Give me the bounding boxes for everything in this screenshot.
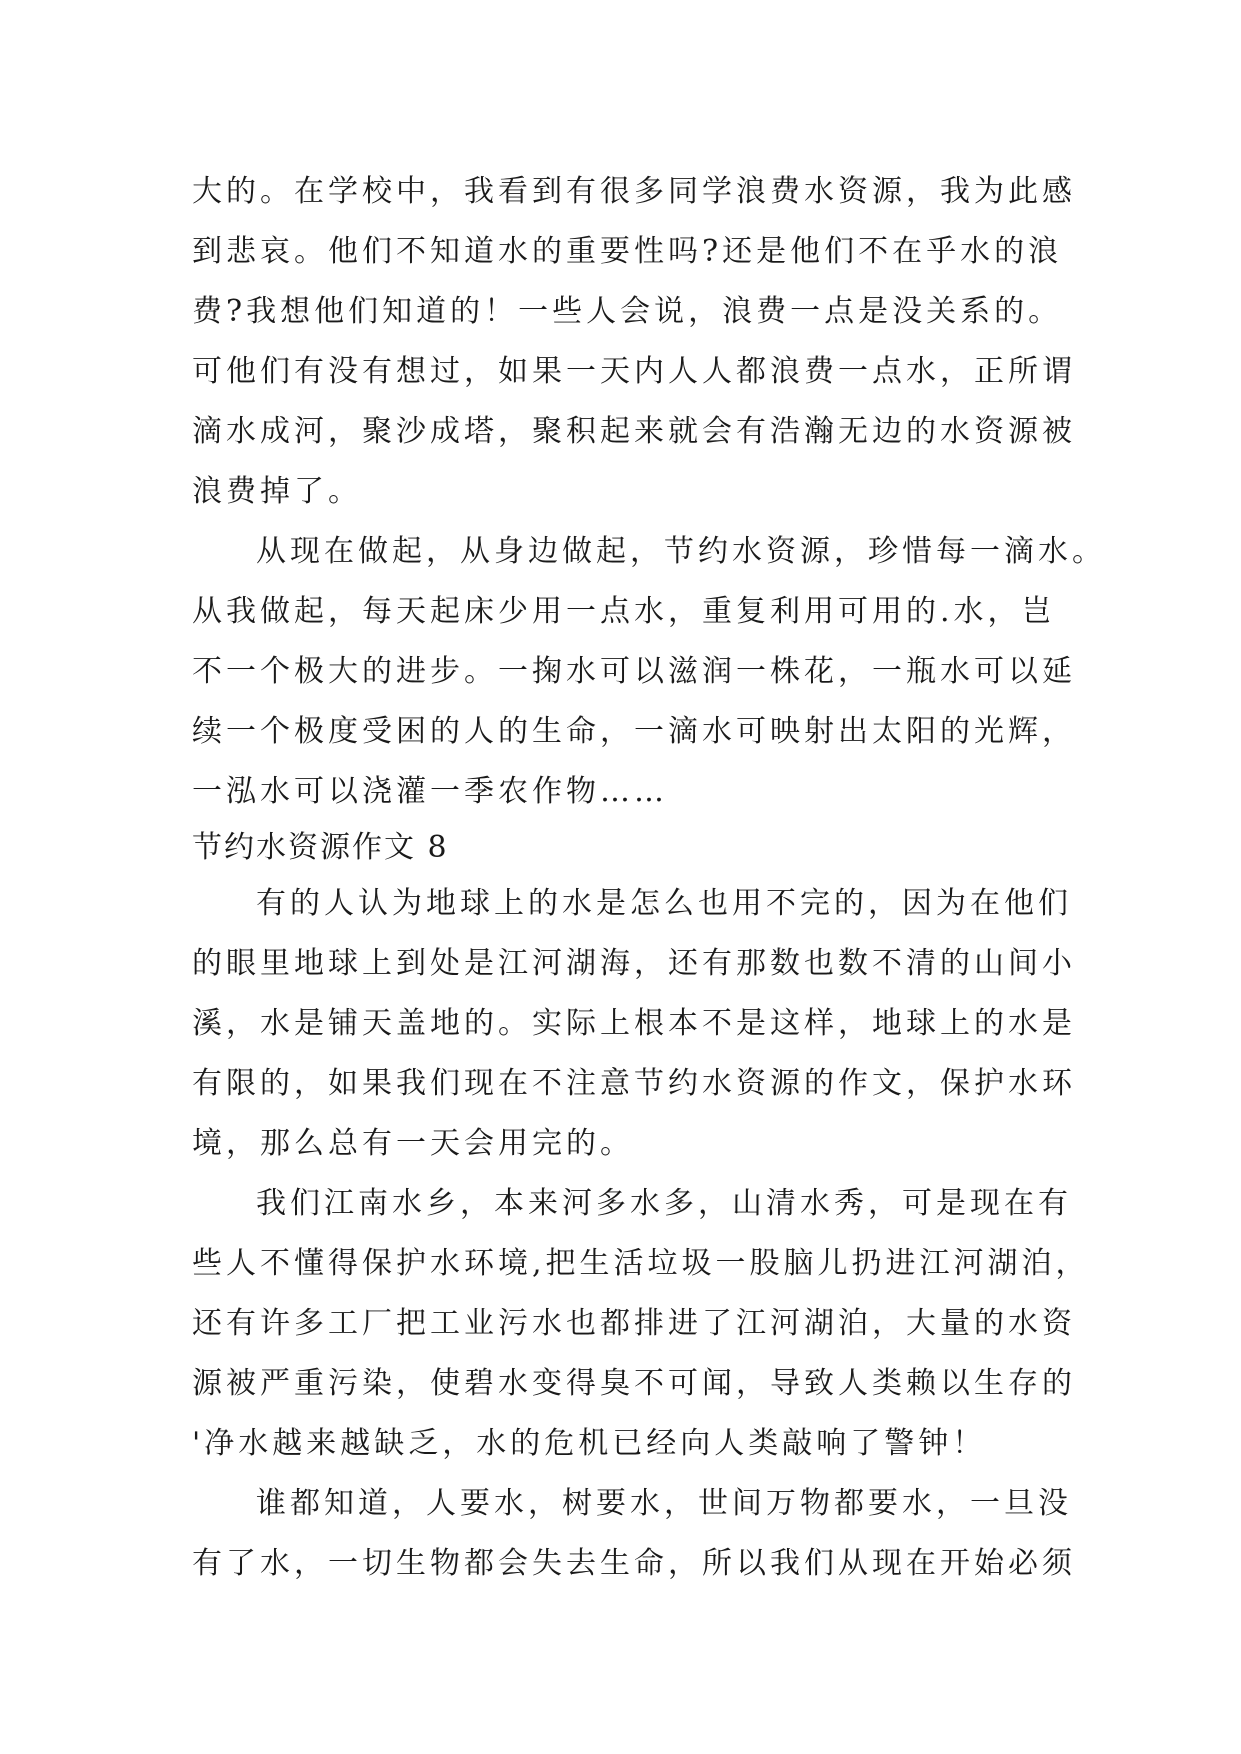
text-line: 不一个极大的进步。一掬水可以滋润一株花，一瓶水可以延: [192, 654, 1076, 689]
text-line: 有的人认为地球上的水是怎么也用不完的，因为在他们: [256, 886, 1072, 921]
text-line: 到悲哀。他们不知道水的重要性吗?还是他们不在乎水的浪: [192, 234, 1063, 269]
text-line: 有限的，如果我们现在不注意节约水资源的作文，保护水环: [192, 1066, 1076, 1101]
text-line: 滴水成河，聚沙成塔，聚积起来就会有浩瀚无边的水资源被: [192, 414, 1076, 449]
text-line: 从我做起，每天起床少用一点水，重复利用可用的.水，岂: [192, 594, 1056, 629]
text-line: 些人不懂得保护水环境,把生活垃圾一股脑儿扔进江河湖泊，: [192, 1246, 1090, 1281]
text-line: 有了水，一切生物都会失去生命，所以我们从现在开始必须: [192, 1546, 1076, 1581]
text-line: 一泓水可以浇灌一季农作物……: [192, 774, 668, 809]
text-line: 源被严重污染，使碧水变得臭不可闻，导致人类赖以生存的: [192, 1366, 1076, 1401]
paragraph-4: [192, 1174, 1090, 1474]
paragraph-2: [192, 522, 1106, 822]
text-line: 我们江南水乡，本来河多水多，山清水秀，可是现在有: [256, 1186, 1072, 1221]
text-line: 从现在做起，从身边做起，节约水资源，珍惜每一滴水。: [256, 534, 1106, 569]
text-line: 谁都知道，人要水，树要水，世间万物都要水，一旦没: [256, 1486, 1072, 1521]
text-line: 溪，水是铺天盖地的。实际上根本不是这样，地球上的水是: [192, 1006, 1076, 1041]
text-line: 浪费掉了。: [192, 474, 362, 509]
text-line: 的眼里地球上到处是江河湖海，还有那数也数不清的山间小: [192, 946, 1076, 981]
paragraph-3: [192, 874, 1076, 1174]
text-line: 可他们有没有想过，如果一天内人人都浪费一点水，正所谓: [192, 354, 1076, 389]
document-body: [192, 162, 1106, 1594]
paragraph-5: [192, 1474, 1076, 1594]
text-line: 续一个极度受困的人的生命，一滴水可映射出太阳的光辉，: [192, 714, 1076, 749]
text-line: 境，那么总有一天会用完的。: [192, 1126, 634, 1161]
paragraph-1: [192, 162, 1076, 522]
text-line: 大的。在学校中，我看到有很多同学浪费水资源，我为此感: [192, 174, 1076, 209]
section-title: 节约水资源作文 8: [192, 830, 449, 865]
text-line: 费?我想他们知道的！一些人会说，浪费一点是没关系的。: [192, 294, 1063, 329]
text-line: '净水越来越缺乏，水的危机已经向人类敲响了警钟！: [192, 1426, 987, 1461]
text-line: 还有许多工厂把工业污水也都排进了江河湖泊，大量的水资: [192, 1306, 1076, 1341]
